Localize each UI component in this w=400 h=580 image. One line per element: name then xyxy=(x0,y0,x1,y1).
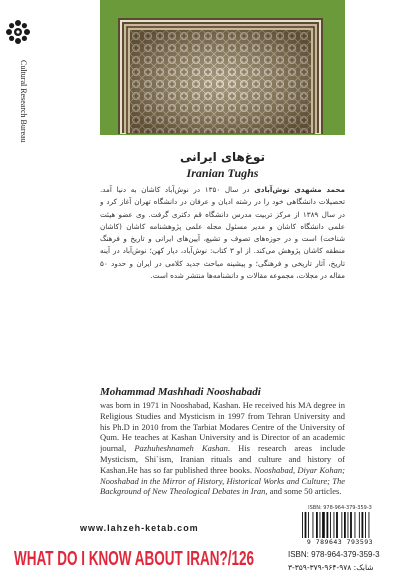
title-english: Iranian Tughs xyxy=(186,166,259,180)
isbn-english: ISBN: 978-964-379-359-3 xyxy=(288,550,380,559)
barcode-isbn-caption: ISBN: 978-964-379-359-3 xyxy=(308,505,372,511)
publisher-seal-icon xyxy=(4,18,32,46)
bio-persian-text: در سال ۱۳۵۰ در نوش‌آباد کاشان به دنیا آمد. تحصیلات دانشگاهی خود را در رشته ادیان و عرفان در دانشگاه تهران آغاز کرد و در سال ۱۳۸۹ از مرکز تربیت مدرس دانشگاه قم دکتری گرفت. وی عضو هیئت علمی دانشگاه کاشان و مدیر مسئول مجله علمی پژوهشنامه کاشان (کاشان شناخت) است و در حوزه‌های تصوف و تشیع، آیین‌های ایرانی و تاریخ و فرهنگ منطقه کاشان پژوهش می‌کند. از او ۳ کتاب: نوش‌آباد، دیار کهن؛ نوش‌آباد در آینه تاریخ، آثار تاریخی و فرهنگی؛ و پیشینه مباحث جدید کلامی در ایران و حدود ۵۰ مقاله در مجلات، مجموعه مقالات و دانشنامه‌ها منتشر شده است. xyxy=(100,185,345,281)
barcode-bars xyxy=(302,512,378,538)
author-bio-english xyxy=(100,400,345,500)
author-name-english: Mohammad Mashhadi Nooshabadi xyxy=(100,386,261,398)
spine-strip xyxy=(0,0,36,580)
barcode-number: 9 789643 793593 xyxy=(306,538,374,546)
author-bio-persian xyxy=(100,184,345,379)
bio-english-p2: . His research areas include Mysticism, Shi`ism, Iranian rituals and culture and history of Kashan.He has so far published three books. xyxy=(100,443,345,475)
bio-english-p3: , and some 50 articles. xyxy=(265,486,342,497)
publisher-website[interactable]: www.lahzeh-ketab.com xyxy=(80,523,199,533)
cover-photo xyxy=(118,18,323,134)
bio-english-p1: was born in 1971 in Nooshabad, Kashan. He received his MA degree in Religious Studies and Mysticism in 1997 from Tehran University and his Ph.D in 2010 from the Tarbiat Modares Centre of the University of Qum. He teaches at Kashan University and is Director of an academic journal, xyxy=(100,400,345,454)
barcode xyxy=(298,505,382,547)
series-title: WHAT DO I KNOW ABOUT IRAN?/126 xyxy=(14,547,254,570)
isbn-persian: شابک: ۹۷۸-۹۶۴-۳۷۹-۳۵۹-۳ xyxy=(288,563,374,572)
journal-title: Pazhuheshnameh Kashan xyxy=(134,443,228,454)
publisher-name: Cultural Research Bureau xyxy=(19,60,28,143)
book-titles: Nooshabad, Diyar Kohan; Nooshabad in the Mirror of History, Historical Works and Culture; The Background of New Theological Debates in Iran xyxy=(100,464,345,497)
author-name-persian: محمد مشهدی نوش‌آبادی xyxy=(254,185,345,194)
title-persian: توغ‌های ایرانی xyxy=(179,150,266,164)
